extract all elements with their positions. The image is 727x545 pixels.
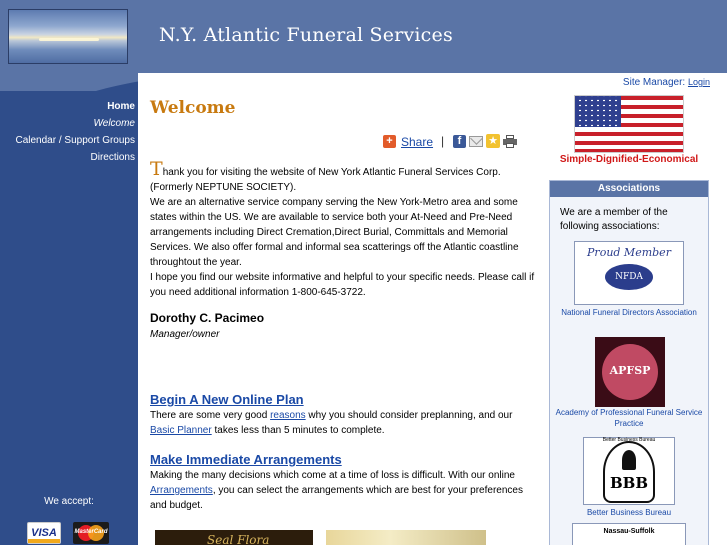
immediate-arrangements-text: Making the many decisions which come at a time of loss is difficult. With our online Arrangements, you can select the arrangements which are best for your preferences and budget.: [150, 470, 523, 511]
left-navigation: [0, 73, 138, 545]
nav-welcome[interactable]: Welcome: [93, 118, 135, 129]
intro-text: [150, 158, 540, 300]
nav-home[interactable]: Home: [107, 101, 135, 112]
associations-panel: [549, 180, 709, 545]
email-icon[interactable]: [469, 136, 483, 147]
bbb-name[interactable]: Better Business Bureau: [586, 508, 672, 517]
us-flag-image: [574, 95, 684, 153]
nfda-logo[interactable]: Proud Member NFDA: [574, 241, 684, 305]
site-title: N.Y. Atlantic Funeral Services: [159, 24, 453, 46]
signer-name: Dorothy C. Pacimeo: [150, 311, 265, 325]
share-link[interactable]: Share: [401, 135, 434, 149]
dropcap-letter: T: [150, 158, 163, 180]
nassau-suffolk-logo[interactable]: Nassau-Suffolk: [572, 523, 686, 545]
we-accept-label: We accept:: [44, 496, 94, 507]
intro-paragraph-3: I hope you find our website informative and helpful to your specific needs. Please call if you need additional information 1-800-645-3722.: [150, 272, 535, 298]
site-manager: [560, 77, 710, 88]
share-toolbar: [383, 134, 523, 150]
begin-online-plan-text: There are some very good reasons why you should consider preplanning, and our Basic Planner takes less than 5 minutes to complete.: [150, 410, 513, 436]
immediate-arrangements-heading[interactable]: Make Immediate Arrangements: [150, 452, 342, 467]
promo-banner[interactable]: [326, 530, 486, 545]
site-manager-label: Site Manager:: [622, 77, 686, 88]
nfda-name[interactable]: National Funeral Directors Association: [561, 308, 697, 317]
apfsp-logo[interactable]: APFSP: [595, 337, 665, 407]
intro-paragraph-1: hank you for visiting the website of New York Atlantic Funeral Services Corp.(Formerly NEPTUNE SOCIETY).: [150, 167, 501, 193]
page-title: Welcome: [150, 98, 236, 118]
intro-paragraph-2: We are an alternative service company serving the New York-Metro area and some states within the US. We are available to service both your At-Need and Pre-Need arrangements including Direct Cremation,Direct Burial, Committals and Memorial Services. We also offer formal and informal sea scatterings off the Atlantic coastline throughtout the year.: [150, 197, 519, 268]
nav-calendar-support-groups[interactable]: Calendar / Support Groups: [15, 135, 135, 146]
share-separator: |: [441, 134, 445, 148]
arrangements-link[interactable]: Arrangements: [150, 485, 213, 496]
print-icon[interactable]: [503, 135, 517, 148]
nav-list: [0, 98, 138, 166]
mastercard-icon: MasterCard: [73, 522, 109, 544]
associations-intro: We are a member of the following associations:: [560, 207, 668, 232]
begin-online-plan-heading[interactable]: Begin A New Online Plan: [150, 392, 304, 407]
associations-heading: Associations: [550, 181, 708, 197]
signer-title: Manager/owner: [150, 329, 220, 340]
favorite-star-icon[interactable]: ★: [486, 134, 500, 148]
nav-directions[interactable]: Directions: [90, 152, 135, 163]
ocean-photo: [8, 9, 128, 64]
basic-planner-link[interactable]: Basic Planner: [150, 425, 212, 436]
share-plus-icon[interactable]: +: [383, 135, 396, 148]
tagline: Simple-Dignified-Economical: [559, 154, 699, 165]
facebook-icon[interactable]: f: [453, 135, 466, 148]
reasons-link[interactable]: reasons: [270, 410, 306, 421]
bbb-logo[interactable]: Better Business Bureau BBB: [583, 437, 675, 505]
login-link[interactable]: Login: [687, 77, 710, 87]
visa-card-icon: VISA: [27, 522, 61, 544]
sea-flora-banner[interactable]: Seal Flora: [155, 530, 313, 545]
site-header: [0, 0, 727, 73]
apfsp-name[interactable]: Academy of Professional Funeral Service Practice: [555, 408, 703, 428]
